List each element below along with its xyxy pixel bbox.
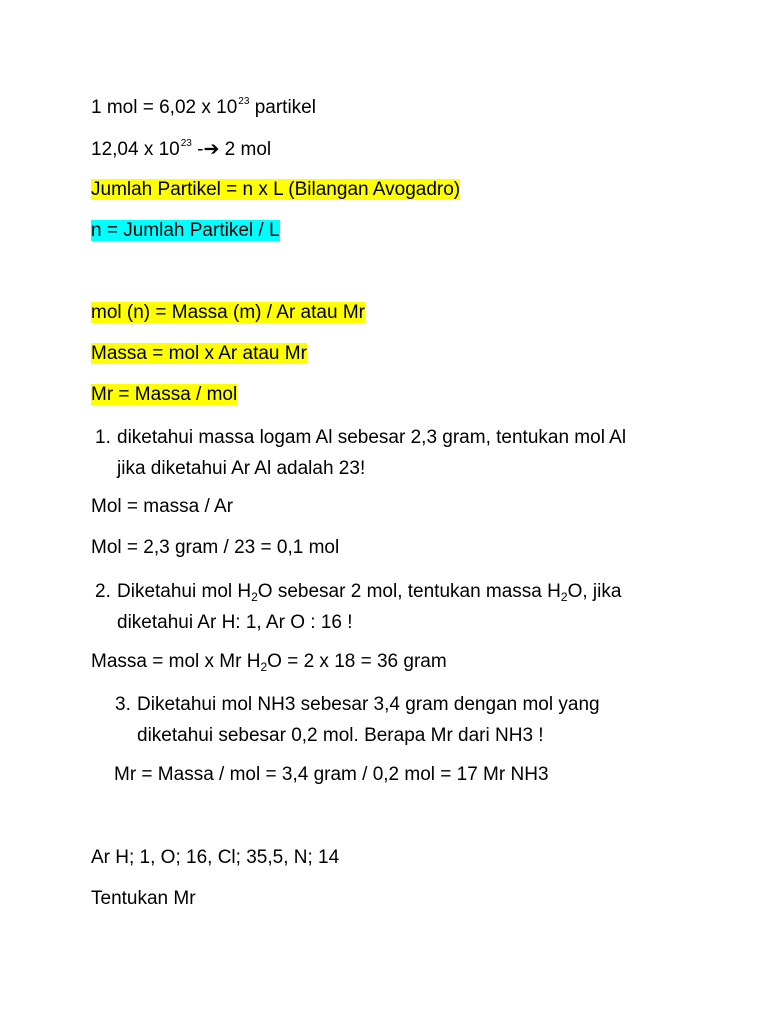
subscript: 2 (260, 660, 268, 674)
arrow-right-icon: ➔ (203, 138, 220, 160)
list-item-text (117, 576, 621, 609)
highlighted-text: Jumlah Partikel = n x L (Bilangan Avogadro) (91, 179, 461, 200)
answer-text: Mol = 2,3 gram / 23 = 0,1 mol (91, 537, 340, 558)
ar-values-text: Ar H; 1, O; 16, Cl; 35,5, N; 14 (91, 847, 340, 868)
avogadro-definition-line (91, 96, 316, 123)
subscript: 2 (251, 590, 258, 604)
answer-text: Mr = Massa / mol = 3,4 gram / 0,2 mol = 17 Mr NH3 (114, 764, 549, 785)
highlighted-text: Mr = Massa / mol (91, 384, 238, 405)
text-segment: Diketahui mol H (117, 581, 252, 602)
mol-result-text: 2 mol (219, 139, 272, 160)
answer-text: Mol = massa / Ar (91, 496, 234, 517)
list-number: 3. (115, 694, 131, 715)
ar-values-line (91, 846, 339, 870)
list-item-text: Diketahui mol NH3 sebesar 3,4 gram dengan mol yang (137, 694, 600, 715)
answer-1-formula (91, 495, 233, 519)
list-number: 2. (95, 581, 111, 602)
list-item-2 (95, 576, 715, 638)
text-segment: O, jika (567, 581, 622, 602)
list-item-1 (95, 422, 715, 484)
formula-mr (91, 383, 237, 407)
text-segment: O sebesar 2 mol, tentukan massa H (257, 581, 561, 602)
text-segment: O = 2 x 18 = 36 gram (267, 651, 447, 672)
formula-particle-count (91, 178, 460, 202)
list-item-text: diketahui sebesar 0,2 mol. Berapa Mr dari NH3 ! (137, 725, 544, 746)
highlighted-text: Massa = mol x Ar atau Mr (91, 343, 307, 364)
list-item-3 (115, 689, 715, 751)
answer-2-result (91, 650, 447, 675)
list-item-text: diketahui Ar H: 1, Ar O : 16 ! (117, 612, 353, 633)
avogadro-text: 1 mol = 6,02 x 10 (91, 97, 238, 118)
avogadro-tail: partikel (249, 97, 316, 118)
highlighted-text: mol (n) = Massa (m) / Ar atau Mr (91, 302, 365, 323)
formula-mol (91, 301, 365, 325)
highlighted-text: n = Jumlah Partikel / L (91, 220, 280, 241)
list-number: 1. (95, 427, 111, 448)
formula-massa (91, 342, 307, 366)
list-item-text: jika diketahui Ar Al adalah 23! (117, 458, 366, 479)
text-segment: Massa = mol x Mr H (91, 651, 261, 672)
list-item-text: diketahui massa logam Al sebesar 2,3 gram, tentukan mol Al (117, 427, 627, 448)
dash-text: - (191, 139, 204, 160)
particle-count-text: 12,04 x 10 (91, 139, 180, 160)
subscript: 2 (560, 590, 568, 604)
exponent: 23 (180, 138, 192, 149)
task-text: Tentukan Mr (91, 888, 196, 909)
answer-1-result (91, 536, 339, 560)
exponent: 23 (238, 96, 250, 107)
answer-3-result (114, 763, 549, 787)
task-line (91, 887, 196, 911)
formula-n-from-particles (91, 219, 280, 243)
particle-conversion-line (91, 137, 271, 165)
